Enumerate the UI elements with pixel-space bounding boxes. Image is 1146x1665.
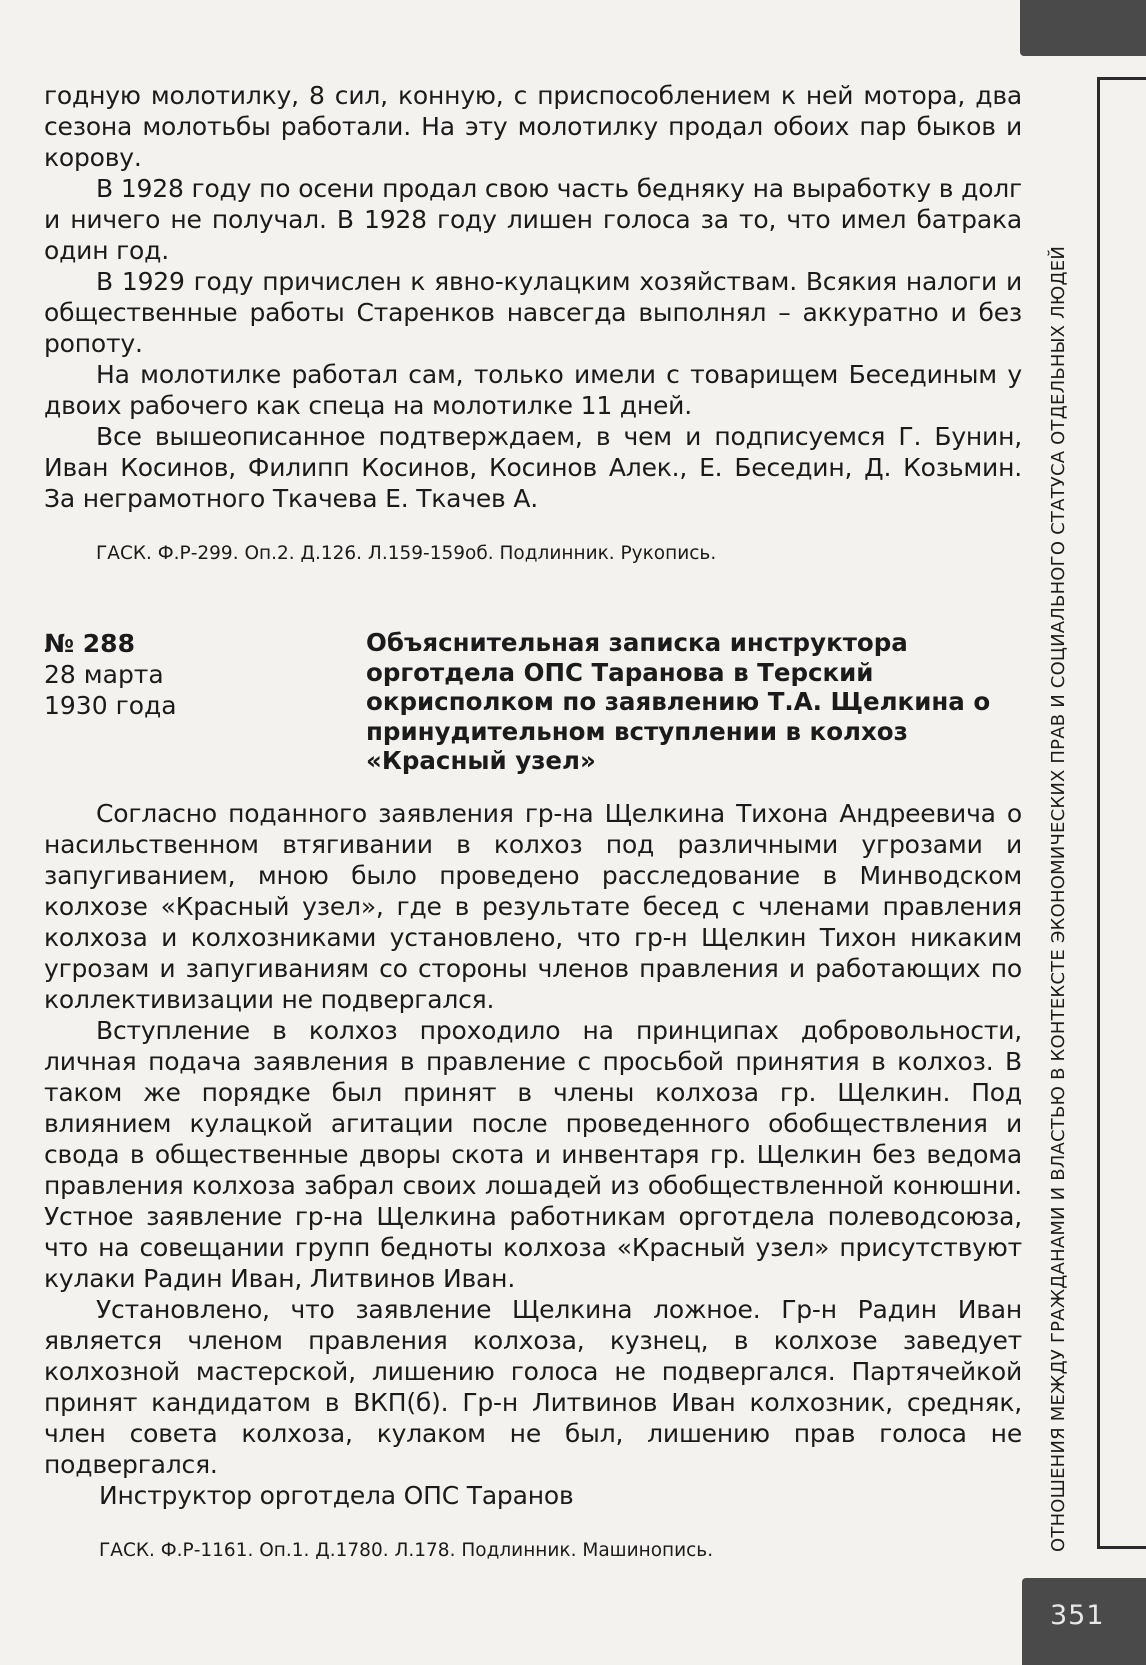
document-number: № 288 — [44, 629, 135, 658]
prev-paragraph-2: В 1928 году по осени продал свою часть бедняку на выработку в долг и ничего не получал. В 1928 году лишен голоса за то, что имел батрака один год. — [44, 174, 1022, 265]
doc-paragraph-1: Согласно поданного заявления гр-на Щелкина Тихона Андреевича о насильственном втягивании в колхоз под различными угрозами и запугиванием, мною было проведено расследование в Минводском колхозе «Красный узел», где в результате бесед с членами правления колхоза и колхозниками установлено, что гр-н Щелкин Тихон никаким угрозам и запугиваниям со стороны членов правления и работающих по коллективизации не подвергался. — [44, 799, 1022, 1014]
page-body — [44, 80, 1022, 1563]
document-date-day: 28 марта — [44, 660, 164, 689]
prev-paragraph-3: В 1929 году причислен к явно-кулацким хозяйствам. Всякия налоги и общественные работы Старенков навсегда выполнял – аккуратно и без ропоту. — [44, 267, 1022, 358]
page-number: 351 — [1050, 1600, 1105, 1631]
prev-archive-source: ГАСК. Ф.Р-299. Оп.2. Д.126. Л.159-159об. Подлинник. Рукопись. — [96, 543, 717, 564]
doc-paragraph-3: Установлено, что заявление Щелкина ложное. Гр-н Радин Иван является членом правления колхоза, кузнец, в колхозе заведует колхозной мастерской, лишению голоса не подвергался. Партячейкой принят кандидатом в ВКП(б). Гр-н Литвинов Иван колхозник, средняк, член совета колхоза, кулаком не был, лишению прав голоса не подвергался. — [44, 1295, 1022, 1479]
running-side-title: ОТНОШЕНИЯ МЕЖДУ ГРАЖДАНАМИ И ВЛАСТЬЮ В КОНТЕКСТЕ ЭКОНОМИЧЕСКИХ ПРАВ И СОЦИАЛЬНОГО СТАТУСА ОТДЕЛЬНЫХ ЛЮДЕЙ — [1048, 245, 1069, 1552]
doc-signature: Инструктор орготдела ОПС Таранов — [99, 1481, 574, 1510]
prev-paragraph-5: Все вышеописанное подтверждаем, в чем и подписуемся Г. Бунин, Иван Косинов, Филипп Косинов, Косинов Алек., Е. Беседин, Д. Козьмин. За неграмотного Ткачева Е. Ткачев А. — [44, 422, 1022, 513]
document-header — [44, 628, 1022, 798]
document-title: Объяснительная записка инструктора орготдела ОПС Таранова в Терский окрисполком по заявлению Т.А. Щелкина о принудительном вступлении в колхоз «Красный узел» — [366, 628, 991, 775]
doc-paragraph-2: Вступление в колхоз проходило на принципах добровольности, личная подача заявления в правление с просьбой принятия в колхоз. В таком же порядке был принят в члены колхоза гр. Щелкин. Под влиянием кулацкой агитации после проведенного обобществления и свода в общественные дворы скота и инвентаря гр. Щелкин без ведома правления колхоза забрал своих лошадей из обобществленной конюшни. Устное заявление гр-на Щелкина работникам орготдела полеводсоюза, что на совещании групп бедноты колхоза «Красный узел» присутствуют кулаки Радин Иван, Литвинов Иван. — [44, 1016, 1022, 1293]
prev-paragraph-4: На молотилке работал сам, только имели с товарищем Бесединым у двоих рабочего как спеца на молотилке 11 дней. — [44, 360, 1022, 420]
prev-paragraph-1: годную молотилку, 8 сил, конную, с приспособлением к ней мотора, два сезона молотьбы работали. На эту молотилку продал обоих пар быков и корову. — [44, 81, 1022, 172]
side-frame — [1097, 77, 1146, 1549]
page-number-tab — [1022, 1578, 1146, 1665]
top-corner-tab — [1020, 0, 1146, 56]
doc-archive-source: ГАСК. Ф.Р-1161. Оп.1. Д.1780. Л.178. Подлинник. Машинопись. — [99, 1540, 714, 1561]
document-date-year: 1930 года — [44, 691, 177, 720]
document-meta — [44, 628, 177, 721]
